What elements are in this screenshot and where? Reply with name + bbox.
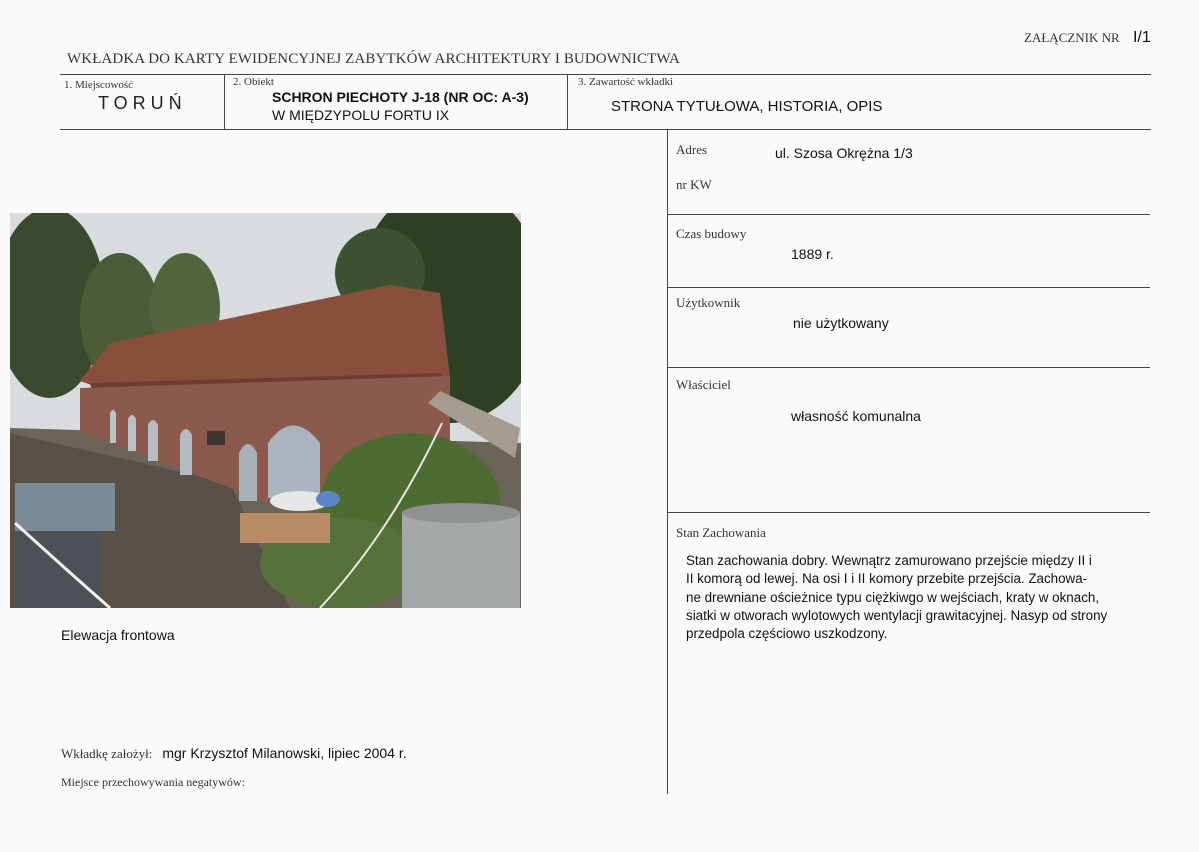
negatives-location-label: Miejsce przechowywania negatywów: <box>61 775 245 789</box>
place-value: TORUŃ <box>98 93 187 113</box>
condition-line: siatki w otworach wylotowych wentylacji grawitacyjnej. Nasyp od strony <box>686 607 1108 623</box>
object-label: 2. Obiekt <box>233 76 274 88</box>
owner-label: Właściciel <box>676 377 731 392</box>
created-by <box>61 745 407 763</box>
header-divider-2 <box>567 74 568 130</box>
building-photo <box>10 213 521 608</box>
row-line-2 <box>667 287 1150 288</box>
row-line-4 <box>667 512 1150 513</box>
user-label: Użytkownik <box>676 295 741 310</box>
attachment-label: ZAŁĄCZNIK NR <box>1024 30 1120 45</box>
photo-caption: Elewacja frontowa <box>61 627 175 643</box>
place-label: 1. Miejscowość <box>64 79 134 91</box>
row-line-3 <box>667 367 1150 368</box>
condition-line: Stan zachowania dobry. Wewnątrz zamurowano przejście między II i <box>686 553 1092 568</box>
condition-line: II komorą od lewej. Na osi I i II komory przebite przejścia. Zachowa- <box>686 571 1088 587</box>
build-time-value: 1889 r. <box>791 246 834 262</box>
condition-text <box>686 552 1107 643</box>
created-by-label: Wkładkę założył: <box>61 746 153 761</box>
contents-label: 3. Zawartość wkładki <box>578 76 673 88</box>
address-value: ul. Szosa Okrężna 1/3 <box>775 145 913 161</box>
object-name: SCHRON PIECHOTY J-18 (NR OC: A-3) <box>272 89 529 105</box>
address-label: Adres <box>676 142 708 157</box>
attachment-number <box>1024 29 1151 47</box>
condition-line: ne drewniane ościeżnice typu ciężkiwgo w wejściach, kraty w oknach, <box>686 589 1100 605</box>
owner-value: własność komunalna <box>791 408 921 424</box>
contents-value: STRONA TYTUŁOWA, HISTORIA, OPIS <box>611 98 883 115</box>
condition-label: Stan Zachowania <box>676 525 766 540</box>
attachment-value: I/1 <box>1132 29 1151 46</box>
build-time-label: Czas budowy <box>676 226 747 241</box>
photo-illustration <box>10 213 521 608</box>
right-column-divider <box>667 130 668 794</box>
kw-label: nr KW <box>676 177 712 192</box>
condition-line: przedpola częściowo uszkodzony. <box>686 626 888 642</box>
object-location: W MIĘDZYPOLU FORTU IX <box>272 107 450 123</box>
user-value: nie użytkowany <box>793 315 889 331</box>
header-divider-1 <box>224 74 225 130</box>
created-by-value: mgr Krzysztof Milanowski, lipiec 2004 r. <box>162 745 407 761</box>
form-title: WKŁADKA DO KARTY EWIDENCYJNEJ ZABYTKÓW ARCHITEKTURY I BUDOWNICTWA <box>67 51 680 67</box>
row-line-1 <box>667 214 1150 215</box>
